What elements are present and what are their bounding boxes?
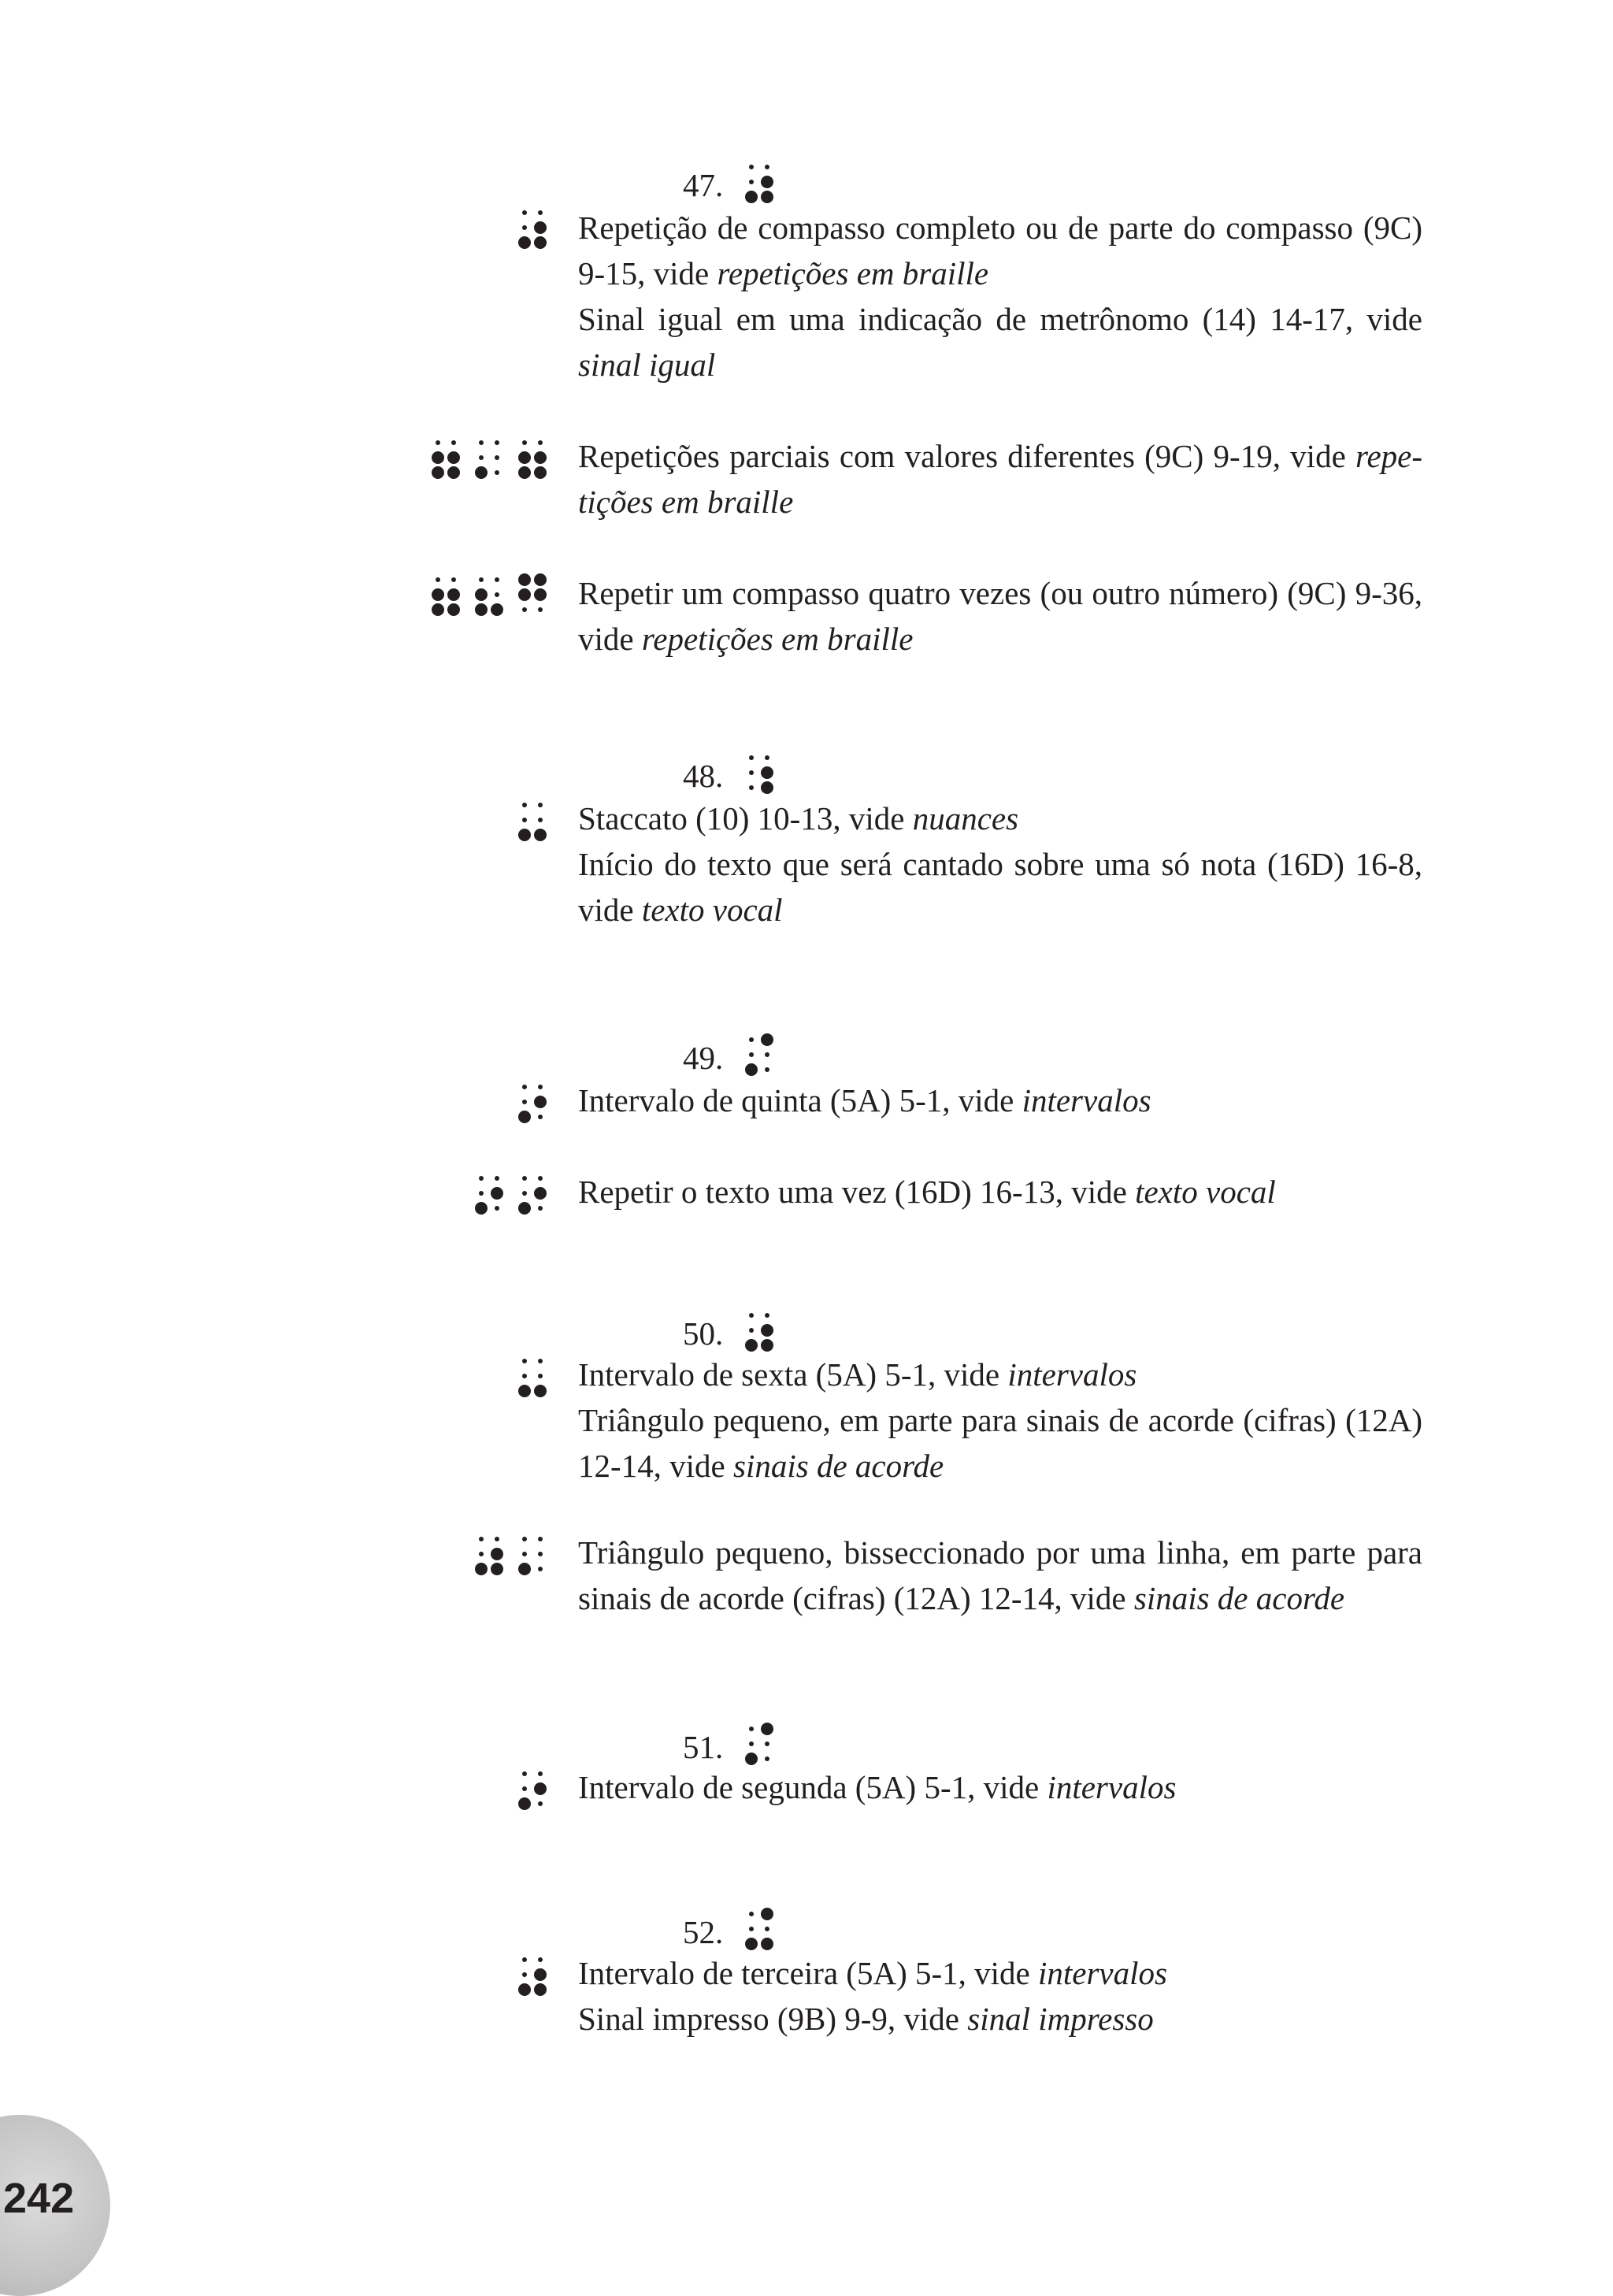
braille-dot-flat	[495, 592, 499, 597]
braille-cell	[475, 573, 500, 614]
braille-dot-flat	[538, 1115, 543, 1119]
braille-dot-raised	[761, 1723, 773, 1735]
braille-dot-raised	[761, 766, 773, 779]
braille-dot-raised	[745, 191, 758, 203]
braille-dot-raised	[534, 236, 547, 249]
entry-paragraph: Sinal igual em uma indicação de metrônomo (14) 14-17, vide sinal igual	[578, 301, 1422, 383]
braille-dot-flat	[436, 440, 440, 445]
heading-number: 50.	[683, 1315, 724, 1352]
braille-dot-flat	[522, 1957, 527, 1962]
braille-dot-flat	[749, 180, 754, 184]
braille-dot-flat	[479, 1176, 484, 1181]
braille-dot-flat	[522, 803, 527, 807]
braille-dot-raised	[475, 466, 488, 479]
braille-dot-raised	[447, 451, 460, 464]
braille-cell	[518, 1081, 543, 1122]
braille-dot-flat	[522, 1359, 527, 1363]
braille-dot-raised	[518, 588, 531, 601]
braille-dot-raised	[534, 221, 547, 234]
entry-paragraph: Repetições parciais com valores diferentes (9C) 9-19, vide repe-tições em braille	[578, 438, 1422, 520]
braille-dot-raised	[518, 1797, 531, 1810]
entry-text	[578, 433, 1422, 525]
section-heading-52	[683, 1912, 723, 1952]
braille-dot-flat	[479, 577, 484, 582]
section-heading-48	[683, 756, 723, 796]
braille-dot-flat	[538, 1359, 543, 1363]
braille-dot-flat	[495, 1176, 499, 1181]
braille-cell	[745, 1309, 770, 1350]
entry-paragraph: Intervalo de quinta (5A) 5-1, vide intervalos	[578, 1082, 1151, 1118]
braille-dot-raised	[491, 1187, 503, 1200]
cross-reference: repe-tições em braille	[578, 438, 1422, 520]
braille-cell	[518, 1172, 543, 1213]
braille-dot-flat	[538, 440, 543, 445]
braille-dot-flat	[765, 1313, 769, 1318]
braille-dot-flat	[495, 1206, 499, 1211]
entry-text	[578, 1078, 1422, 1123]
braille-dot-flat	[749, 1313, 754, 1318]
entry-paragraph: Repetir um compasso quatro vezes (ou outro número) (9C) 9-36, vide repetições em braille	[578, 575, 1422, 657]
braille-dot-raised	[491, 1563, 503, 1575]
braille-dot-flat	[522, 1191, 527, 1196]
braille-dot-flat	[749, 1037, 754, 1042]
braille-dot-raised	[761, 1938, 773, 1950]
cross-reference: nuances	[912, 800, 1019, 836]
braille-cell	[518, 1355, 543, 1396]
braille-dot-flat	[495, 455, 499, 460]
braille-cell	[475, 1533, 500, 1574]
braille-dot-raised	[432, 588, 444, 601]
entry-paragraph: Intervalo de segunda (5A) 5-1, vide intervalos	[578, 1769, 1177, 1805]
braille-cell	[518, 573, 543, 614]
braille-dot-raised	[518, 829, 531, 841]
braille-dot-raised	[518, 1111, 531, 1123]
entry-text	[578, 1764, 1422, 1810]
cross-reference: intervalos	[1037, 1955, 1167, 1991]
heading-number: 52.	[683, 1914, 724, 1950]
braille-dot-raised	[761, 191, 773, 203]
cross-reference: sinais de acorde	[1133, 1580, 1345, 1616]
braille-dot-raised	[447, 588, 460, 601]
braille-dot-flat	[765, 1741, 769, 1746]
braille-dot-flat	[749, 165, 754, 169]
braille-dot-raised	[432, 603, 444, 616]
braille-dot-flat	[479, 1191, 484, 1196]
braille-dot-flat	[522, 440, 527, 445]
braille-dot-flat	[765, 755, 769, 760]
entry-text	[578, 570, 1422, 662]
cross-reference: repetições em braille	[641, 621, 914, 657]
braille-dot-raised	[475, 588, 488, 601]
braille-cell	[518, 799, 543, 840]
entry-paragraph: Sinal impresso (9B) 9-9, vide sinal impresso	[578, 2001, 1154, 2037]
entry-paragraph: Repetição de compasso completo ou de parte do compasso (9C) 9-15, vide repetições em braille	[578, 210, 1422, 291]
braille-dot-flat	[522, 1552, 527, 1556]
braille-dot-raised	[534, 829, 547, 841]
heading-number: 47.	[683, 167, 724, 203]
braille-dot-raised	[534, 573, 547, 586]
braille-dot-flat	[538, 1801, 543, 1806]
braille-dot-flat	[538, 1176, 543, 1181]
braille-dot-flat	[522, 1085, 527, 1089]
braille-dot-raised	[761, 1033, 773, 1046]
braille-dot-raised	[518, 1983, 531, 1996]
braille-dot-flat	[765, 1927, 769, 1931]
braille-dot-flat	[495, 1537, 499, 1541]
braille-dot-flat	[495, 470, 499, 475]
entry-text	[578, 205, 1422, 388]
braille-dot-raised	[491, 1548, 503, 1560]
braille-dot-raised	[761, 1339, 773, 1352]
braille-dot-flat	[749, 1927, 754, 1931]
braille-dot-raised	[447, 466, 460, 479]
section-heading-51	[683, 1727, 723, 1767]
entry-paragraph: Staccato (10) 10-13, vide nuances	[578, 800, 1019, 836]
entry-paragraph: Repetir o texto uma vez (16D) 16-13, vide texto vocal	[578, 1174, 1276, 1210]
braille-dot-flat	[522, 1374, 527, 1378]
braille-dot-flat	[749, 1741, 754, 1746]
braille-dot-raised	[432, 466, 444, 479]
braille-dot-flat	[538, 803, 543, 807]
braille-cell	[745, 1723, 770, 1764]
braille-dot-raised	[475, 603, 488, 616]
braille-dot-raised	[475, 1202, 488, 1215]
braille-dot-raised	[761, 1324, 773, 1337]
braille-dot-raised	[518, 451, 531, 464]
braille-dot-raised	[518, 1202, 531, 1215]
braille-dot-raised	[761, 1908, 773, 1920]
entry-paragraph: Triângulo pequeno, bisseccionado por uma linha, em parte para sinais de acorde (cifras) (12A) 12-14, vide sinais de acorde	[578, 1534, 1422, 1616]
cross-reference: intervalos	[1022, 1082, 1151, 1118]
braille-dot-flat	[538, 1206, 543, 1211]
braille-cell	[432, 573, 457, 614]
braille-dot-flat	[538, 1374, 543, 1378]
braille-dot-flat	[538, 1085, 543, 1089]
braille-dot-raised	[745, 1063, 758, 1076]
braille-dot-flat	[538, 1957, 543, 1962]
braille-dot-flat	[479, 440, 484, 445]
braille-cell	[745, 751, 770, 792]
braille-dot-raised	[475, 1563, 488, 1575]
braille-dot-flat	[522, 1972, 527, 1977]
braille-dot-flat	[749, 785, 754, 790]
entry-text	[578, 1530, 1422, 1621]
cross-reference: repetições em braille	[717, 255, 989, 291]
braille-dot-flat	[522, 1771, 527, 1776]
braille-dot-flat	[538, 1537, 543, 1541]
entry-text	[578, 1169, 1422, 1215]
braille-dot-flat	[522, 1786, 527, 1791]
braille-dot-flat	[538, 1567, 543, 1571]
entry-paragraph: Intervalo de sexta (5A) 5-1, vide intervalos	[578, 1356, 1137, 1393]
braille-dot-flat	[479, 455, 484, 460]
braille-dot-flat	[765, 1067, 769, 1072]
braille-dot-raised	[534, 451, 547, 464]
braille-dot-flat	[522, 818, 527, 822]
braille-dot-raised	[761, 176, 773, 188]
braille-dot-raised	[534, 588, 547, 601]
entry-paragraph: Início do texto que será cantado sobre uma só nota (16D) 16-8, vide texto vocal	[578, 846, 1422, 928]
cross-reference: sinal impresso	[967, 2001, 1154, 2037]
braille-dot-raised	[534, 1968, 547, 1981]
braille-dot-flat	[522, 607, 527, 612]
braille-dot-raised	[447, 603, 460, 616]
braille-dot-raised	[534, 1187, 547, 1200]
section-heading-49	[683, 1038, 723, 1078]
entry-text	[578, 796, 1422, 933]
braille-dot-raised	[518, 1385, 531, 1397]
cross-reference: sinal igual	[578, 347, 716, 383]
braille-dot-raised	[745, 1938, 758, 1950]
braille-dot-flat	[538, 1771, 543, 1776]
braille-cell	[518, 436, 543, 477]
braille-dot-raised	[518, 236, 531, 249]
braille-dot-flat	[749, 755, 754, 760]
heading-number: 51.	[683, 1729, 724, 1765]
braille-dot-flat	[538, 818, 543, 822]
braille-dot-raised	[534, 1385, 547, 1397]
entry-paragraph: Triângulo pequeno, em parte para sinais de acorde (cifras) (12A) 12-14, vide sinais de acorde	[578, 1402, 1422, 1484]
entry-text	[578, 1950, 1422, 2042]
section-heading-47	[683, 165, 723, 205]
braille-dot-flat	[765, 165, 769, 169]
braille-dot-raised	[534, 1096, 547, 1108]
braille-dot-flat	[451, 577, 456, 582]
braille-dot-raised	[534, 1983, 547, 1996]
braille-dot-flat	[522, 1176, 527, 1181]
braille-dot-raised	[518, 573, 531, 586]
braille-dot-raised	[761, 781, 773, 794]
braille-dot-flat	[765, 1052, 769, 1057]
braille-dot-raised	[534, 466, 547, 479]
braille-cell	[518, 1953, 543, 1994]
braille-dot-flat	[538, 1552, 543, 1556]
braille-dot-flat	[538, 210, 543, 215]
braille-cell	[745, 1908, 770, 1949]
heading-number: 48.	[683, 758, 724, 794]
braille-dot-flat	[749, 770, 754, 775]
cross-reference: texto vocal	[1135, 1174, 1276, 1210]
braille-dot-raised	[491, 603, 503, 616]
braille-cell	[745, 1033, 770, 1074]
braille-dot-flat	[451, 440, 456, 445]
braille-cell	[518, 206, 543, 247]
braille-cell	[518, 1767, 543, 1808]
cross-reference: intervalos	[1007, 1356, 1137, 1393]
braille-dot-raised	[518, 1563, 531, 1575]
braille-dot-flat	[765, 1756, 769, 1761]
braille-cell	[745, 161, 770, 202]
braille-dot-flat	[522, 1100, 527, 1104]
cross-reference: texto vocal	[641, 892, 783, 928]
cross-reference: intervalos	[1047, 1769, 1177, 1805]
braille-cell	[475, 1172, 500, 1213]
braille-cell	[432, 436, 457, 477]
braille-dot-flat	[479, 1537, 484, 1541]
entry-text	[578, 1352, 1422, 1489]
braille-dot-flat	[749, 1328, 754, 1333]
cross-reference: sinais de acorde	[733, 1448, 944, 1484]
page-number: 242	[3, 2175, 75, 2222]
braille-dot-flat	[495, 577, 499, 582]
braille-dot-flat	[495, 440, 499, 445]
braille-cell	[475, 436, 500, 477]
braille-dot-raised	[518, 466, 531, 479]
entry-paragraph: Intervalo de terceira (5A) 5-1, vide intervalos	[578, 1955, 1167, 1991]
braille-dot-flat	[436, 577, 440, 582]
heading-number: 49.	[683, 1040, 724, 1076]
section-heading-50	[683, 1314, 723, 1353]
braille-dot-raised	[534, 1782, 547, 1795]
braille-dot-flat	[538, 607, 543, 612]
braille-dot-flat	[522, 210, 527, 215]
braille-dot-raised	[745, 1753, 758, 1765]
braille-dot-flat	[749, 1912, 754, 1916]
braille-dot-flat	[522, 1537, 527, 1541]
braille-dot-flat	[479, 1552, 484, 1556]
braille-dot-raised	[432, 451, 444, 464]
braille-dot-flat	[522, 225, 527, 230]
braille-cell	[518, 1533, 543, 1574]
braille-dot-flat	[749, 1727, 754, 1731]
braille-dot-flat	[749, 1052, 754, 1057]
braille-dot-raised	[745, 1339, 758, 1352]
